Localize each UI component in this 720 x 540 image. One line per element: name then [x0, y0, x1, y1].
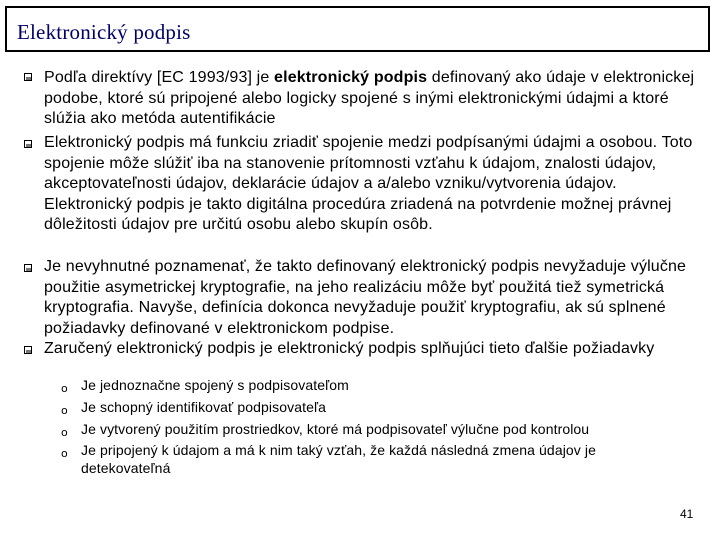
- square-bullet-icon: [24, 140, 32, 148]
- circle-bullet-icon: o: [61, 382, 68, 395]
- page-number: 41: [680, 507, 694, 521]
- bullet-text-1: Podľa direktívy [EC 1993/93] je elektronický podpis definovaný ako údaje v elektronickej podobe, ktoré sú pripojené alebo logicky spojené s inými elektronickými údajmi a ktoré slúžia ako metóda autentifikácie: [44, 69, 695, 128]
- bullet-text-4: Zaručený elektronický podpis je elektronický podpis splňujúci tieto ďalšie požiadavky: [44, 340, 655, 357]
- circle-bullet-icon: o: [61, 404, 68, 417]
- sub-bullet-text-4: Je pripojený k údajom a má k nim taký vzťah, že každá následná zmena údajov je detekovateľná: [81, 442, 596, 476]
- square-bullet-icon: [24, 346, 32, 354]
- square-bullet-icon: [24, 73, 32, 81]
- bullet-text-2: Elektronický podpis má funkciu zriadiť spojenie medzi podpísanými údajmi a osobou. Toto spojenie môže slúžiť iba na stanovenie prítomnosti vzťahu k údajom, znalosti údajov, akceptovateľnosti údajov, deklarácie údajov a a/alebo vzniku/vytvorenia údajov. Elektronický podpis je takto digitálna procedúra zriadená na potvrdenie možnej právnej dôležitosti údajov pre určitú osobu alebo skupín osôb.: [44, 134, 693, 234]
- sub-bullet-text-1: Je jednoznačne spojený s podpisovateľom: [81, 377, 349, 393]
- title-frame: [5, 6, 710, 52]
- circle-bullet-icon: o: [61, 447, 68, 460]
- bullet-text-3: Je nevyhnutné poznamenať, že takto definovaný elektronický podpis nevyžaduje výlučne použitie asymetrickej kryptografie, na jeho realizáciu môže byť použitá tiež symetrická kryptografia. Navyše, definícia dokonca nevyžaduje použiť kryptografiu, ak sú splnené požiadavky definované v elektronickom podpise.: [44, 258, 687, 337]
- slide-title: Elektronický podpis: [17, 20, 191, 44]
- bold-term: elektronický podpis: [274, 69, 428, 86]
- circle-bullet-icon: o: [61, 426, 68, 439]
- sub-bullet-text-3: Je vytvorený použitím prostriedkov, ktoré má podpisovateľ výlučne pod kontrolou: [81, 421, 590, 437]
- square-bullet-icon: [24, 264, 32, 272]
- sub-bullet-text-2: Je schopný identifikovať podpisovateľa: [81, 399, 327, 415]
